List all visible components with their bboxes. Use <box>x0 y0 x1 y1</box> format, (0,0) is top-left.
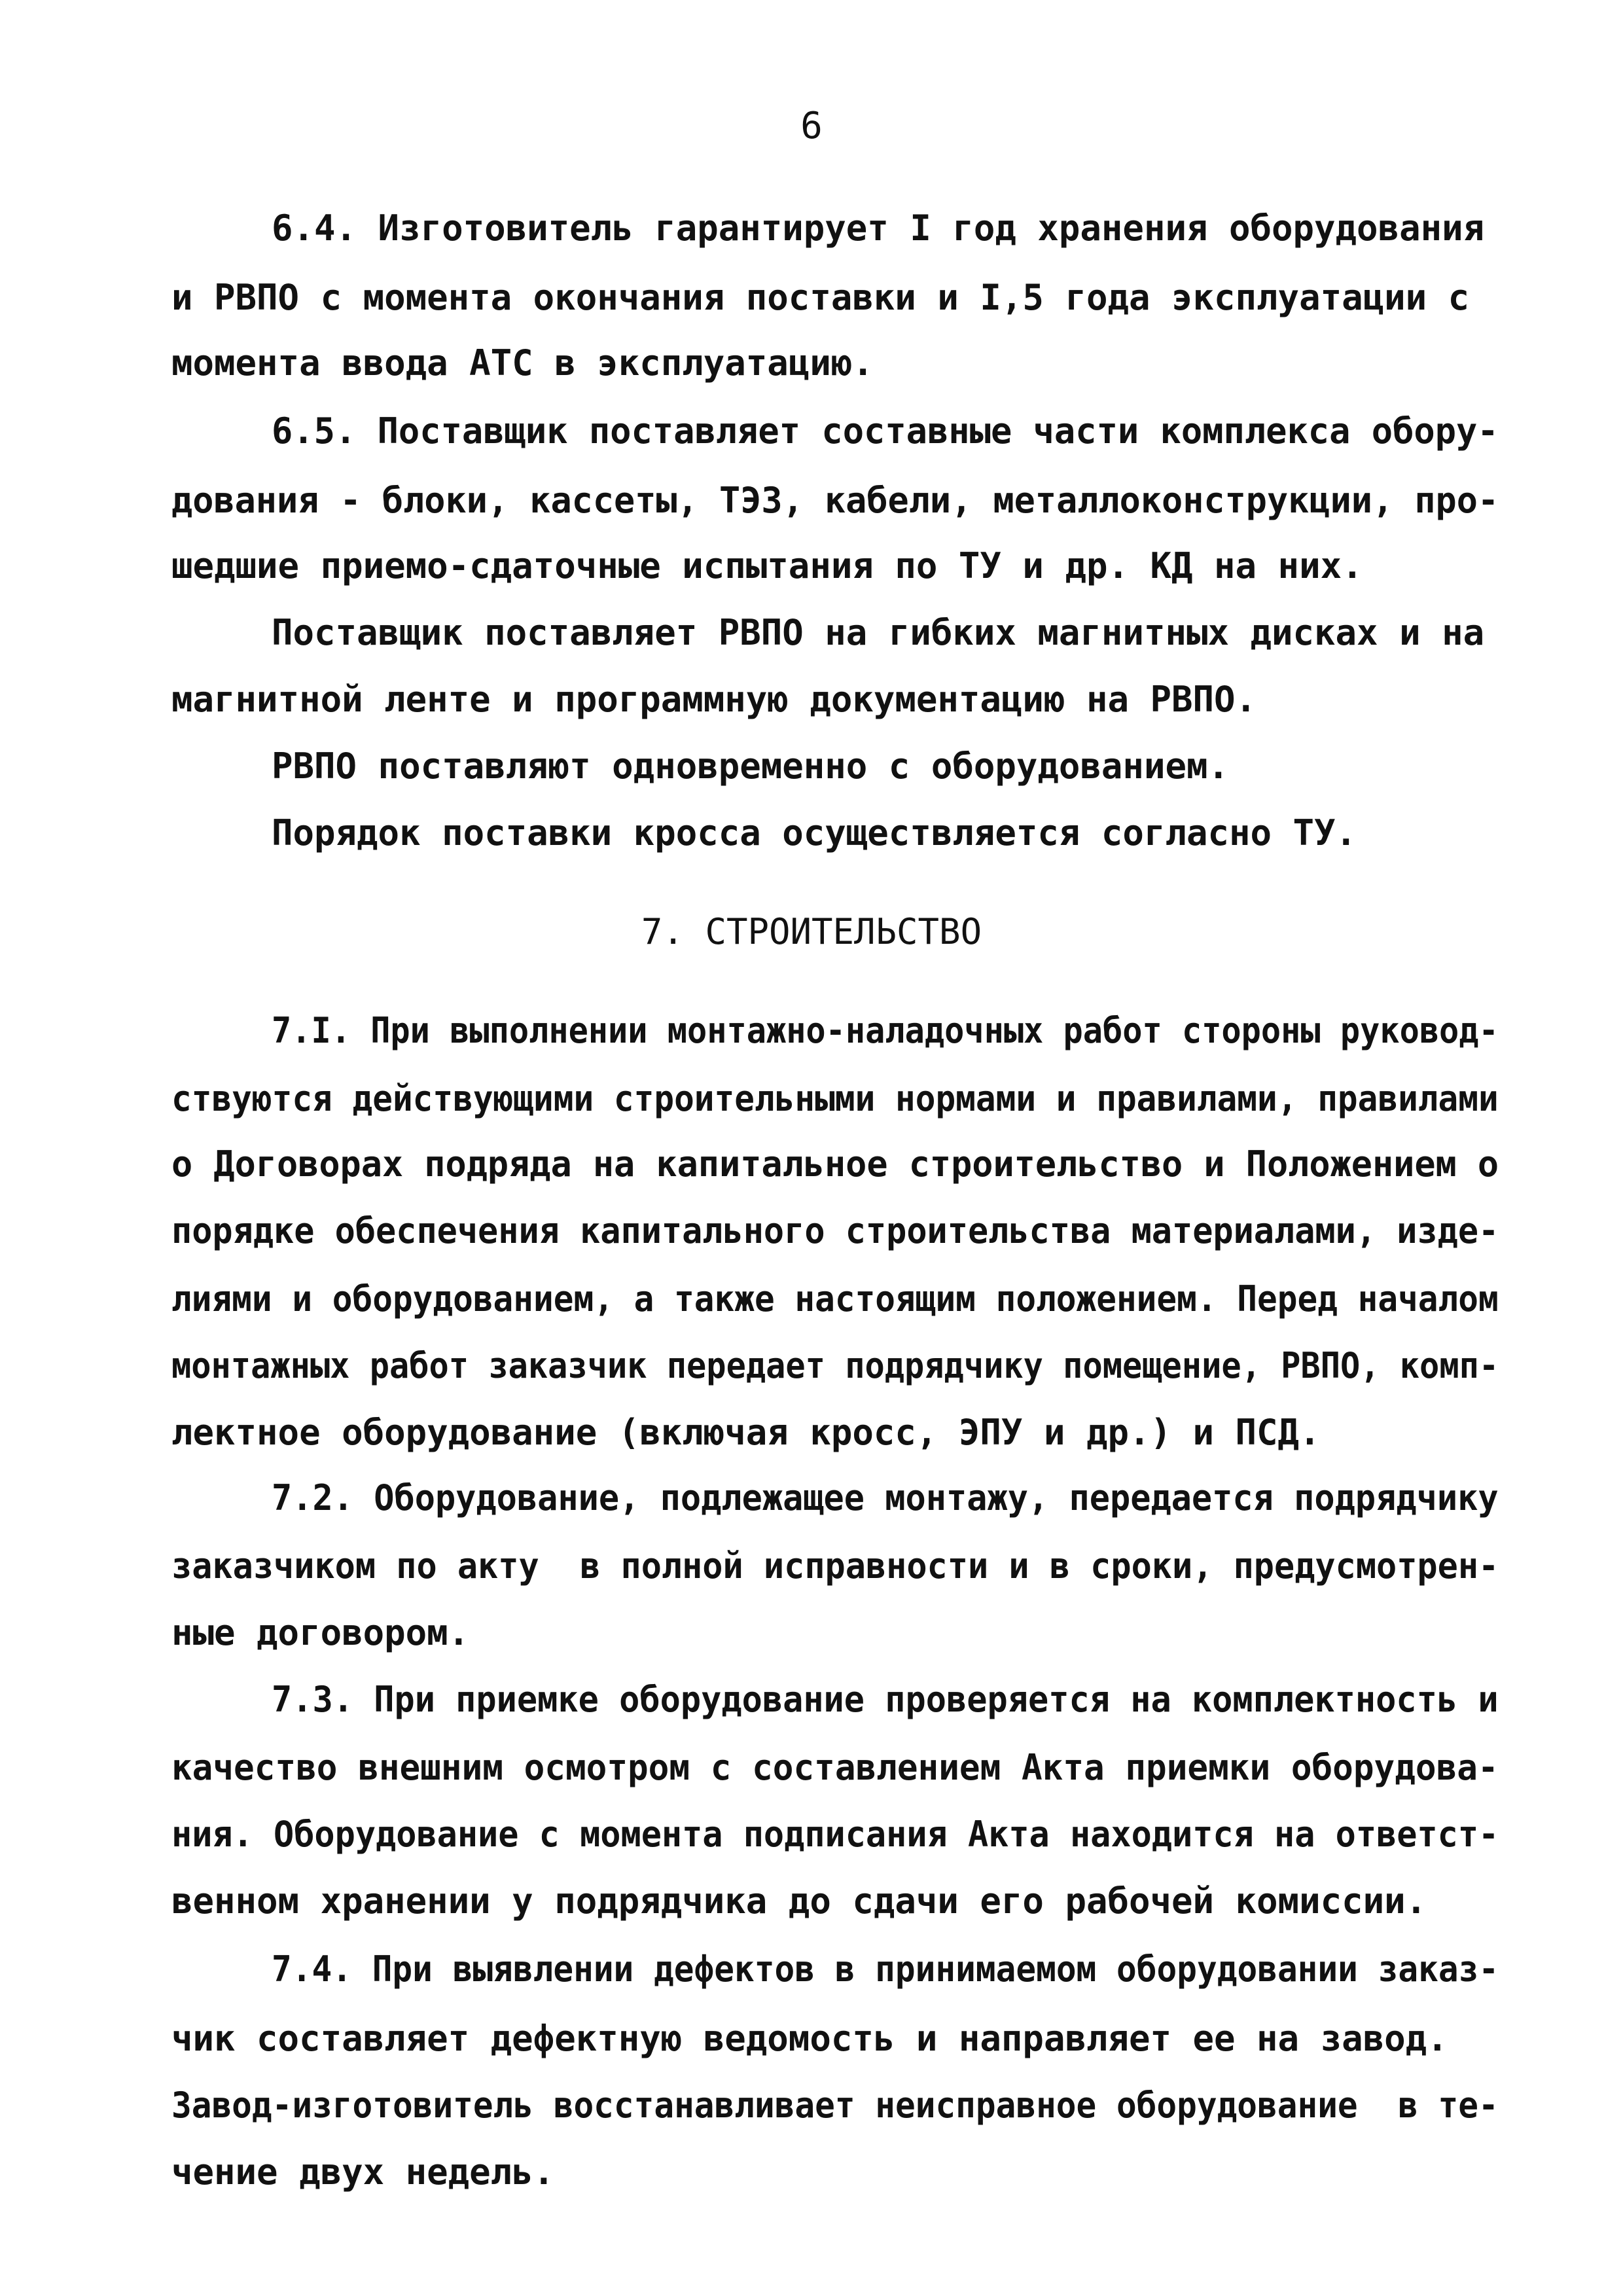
p7-2-line-2: заказчиком по акту в полной исправности и в сроки, предусмотрен- <box>171 1545 1499 1587</box>
p7-1-line-2: ствуются действующими строительными нормами и правилами, правилами <box>171 1078 1499 1119</box>
p6-5-line-3: шедшие приемо-сдаточные испытания по ТУ и др. КД на них. <box>171 545 1363 586</box>
p7-3-line-2: качество внешним осмотром с составлением Акта приемки оборудова- <box>171 1747 1499 1788</box>
p7-3-line-1: 7.3. При приемке оборудование проверяется на комплектность и <box>272 1679 1499 1720</box>
p7-2-line-1: 7.2. Оборудование, подлежащее монтажу, передается подрядчику <box>272 1477 1499 1518</box>
p7-3-line-3: ния. Оборудование с момента подписания Акта находится на ответст- <box>171 1814 1499 1855</box>
p7-1-line-1: 7.I. При выполнении монтажно-наладочных работ стороны руковод- <box>272 1010 1499 1051</box>
p7-4-line-2: чик составляет дефектную ведомость и направляет ее на завод. <box>171 2018 1448 2059</box>
p7-1-line-3: о Договорах подряда на капитальное строительство и Положением о <box>171 1143 1499 1185</box>
section-7-heading: 7. СТРОИТЕЛЬСТВО <box>641 911 982 952</box>
page-number: 6 <box>800 105 823 147</box>
p-supplier-line-1: Поставщик поставляет РВПО на гибких магнитных дисках и на <box>272 612 1485 653</box>
p6-4-line-1: 6.4. Изготовитель гарантирует I год хранения оборудования <box>272 207 1485 249</box>
p7-1-line-4: порядке обеспечения капитального строительства материалами, изде- <box>171 1210 1499 1251</box>
p-rvpo: РВПО поставляют одновременно с оборудованием. <box>272 745 1229 787</box>
p7-1-line-7: лектное оборудование (включая кросс, ЭПУ и др.) и ПСД. <box>171 1412 1321 1453</box>
p7-2-line-3: ные договором. <box>171 1612 470 1653</box>
p7-4-line-4: чение двух недель. <box>171 2151 555 2193</box>
p-supplier-line-2: магнитной ленте и программную документацию на РВПО. <box>171 679 1257 720</box>
p7-1-line-6: монтажных работ заказчик передает подрядчику помещение, РВПО, комп- <box>171 1345 1499 1386</box>
p7-4-line-1: 7.4. При выявлении дефектов в принимаемом оборудовании заказ- <box>272 1948 1499 1990</box>
p6-5-line-2: дования - блоки, кассеты, ТЭЗ, кабели, металлоконструкции, про- <box>171 480 1499 521</box>
p7-4-line-3: Завод-изготовитель восстанавливает неисправное оборудование в те- <box>171 2085 1499 2126</box>
p6-4-line-2: и РВПО с момента окончания поставки и I,5 года эксплуатации с <box>171 277 1470 318</box>
p6-4-line-3: момента ввода АТС в эксплуатацию. <box>171 342 874 384</box>
p7-3-line-4: венном хранении у подрядчика до сдачи его рабочей комиссии. <box>171 1880 1427 1922</box>
p7-1-line-5: лиями и оборудованием, а также настоящим положением. Перед началом <box>171 1278 1499 1319</box>
p6-5-line-1: 6.5. Поставщик поставляет составные части комплекса обору- <box>272 410 1499 452</box>
p-cross: Порядок поставки кросса осуществляется согласно ТУ. <box>272 812 1357 853</box>
